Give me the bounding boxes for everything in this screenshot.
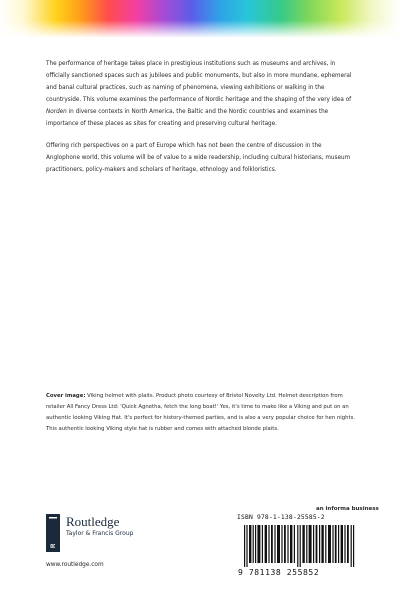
barcode-icon [244, 525, 356, 567]
barcode-number: 9 781138 255852 [238, 568, 320, 577]
publisher-block [46, 514, 186, 568]
routledge-logo-icon [46, 514, 60, 552]
back-cover-blurb [46, 58, 356, 186]
publisher-url[interactable]: www.routledge.com [46, 562, 104, 568]
norden-term: Norden [46, 109, 67, 115]
svg-text:R: R [51, 543, 57, 548]
spectrum-gradient-banner [0, 0, 400, 38]
blurb-paragraph-2: Offering rich perspectives on a part of Europe which has not been the centre of discussion in the Anglophone world, this volume will be of value to a wide readership, including cultural historians, museum practitioners, policy-makers and scholars of heritage, ethnology and folkloristics. [46, 143, 351, 173]
routledge-wordmark: Routledge [66, 514, 120, 529]
cover-credit-text: Viking helmet with plaits. Product photo courtesy of Bristol Novelty Ltd. Helmet description from retailer All Fancy Dress Ltd: 'Quick Agnetha, fetch the long boat!' Yes, it's time to make like a Viking and put on an authentic looking Viking Hat. It's perfect for history-themed parties, and is also a very popular choice for hen nights. This authentic looking Viking style hat is rubber and comes with attached blonde plaits. [46, 393, 356, 432]
isbn-line: ISBN 978-1-138-25585-2 [237, 514, 325, 521]
taylor-francis-group: Taylor & Francis Group [66, 530, 134, 537]
blurb-paragraph-1: The performance of heritage takes place in prestigious institutions such as museums and archives, in officially sanctioned spaces such as jubilees and public monuments, but also in more mundane, ephemeral and banal cultural practices, such as naming of phenomena, viewing exhibitions or walking in the countryside. This volume examines the performance of Nordic heritage and the shaping of the very idea of Norden in diverse contexts in North America, the Baltic and the Nordic countries and examines the importance of these places as sites for creating and preserving cultural heritage. [46, 61, 352, 127]
cover-credit-label: Cover image: [46, 393, 86, 399]
informa-tagline: an informa business [316, 506, 379, 512]
isbn-barcode-block [234, 514, 366, 580]
cover-image-credit [46, 391, 358, 435]
